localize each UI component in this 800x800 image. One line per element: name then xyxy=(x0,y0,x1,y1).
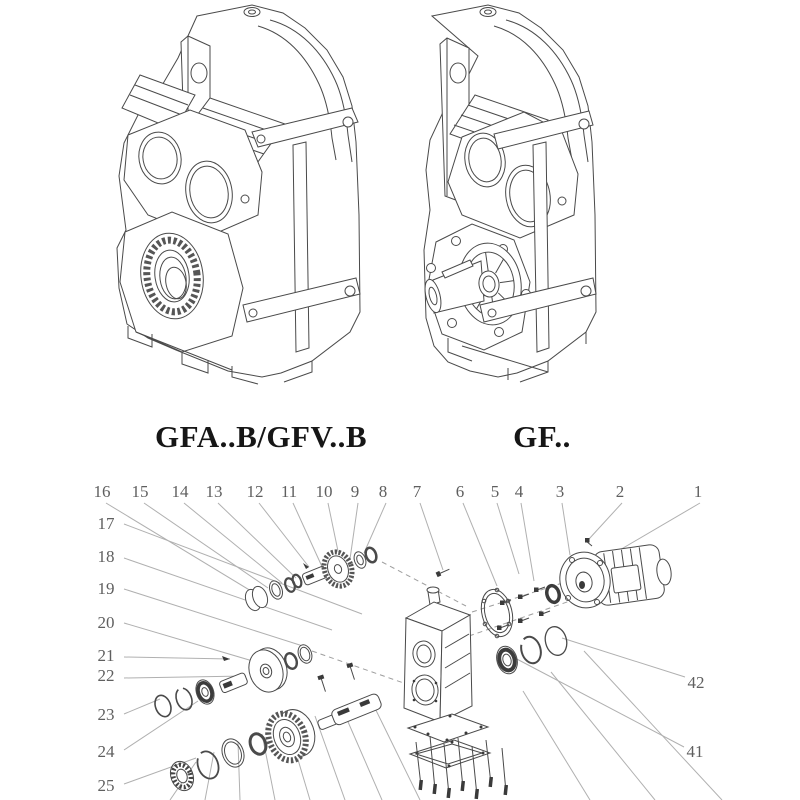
cover-bolt xyxy=(346,663,357,681)
callout-14: 14 xyxy=(171,482,189,501)
callout-9: 9 xyxy=(350,482,360,501)
callout-24: 24 xyxy=(97,742,115,761)
callout-7: 7 xyxy=(412,482,422,501)
callout-17: 17 xyxy=(97,514,115,533)
callout-11: 11 xyxy=(280,482,298,501)
callout-20: 20 xyxy=(97,613,115,632)
model-label-left: GFA..B/GFV..B xyxy=(154,419,368,454)
callout-2: 2 xyxy=(615,482,625,501)
gearbox-drawing-solid-shaft xyxy=(422,5,596,382)
callout-16: 16 xyxy=(93,482,111,501)
callout-15: 15 xyxy=(131,482,149,501)
callout-42: 42 xyxy=(687,673,705,692)
cover-plates xyxy=(408,714,508,799)
intermediate-shaft-assembly xyxy=(152,643,314,719)
callout-22: 22 xyxy=(97,666,115,685)
callouts-left xyxy=(98,514,116,795)
callout-25: 25 xyxy=(97,776,115,795)
callouts-right xyxy=(687,673,705,761)
gearbox-drawing-hollow-shaft xyxy=(117,5,360,384)
callout-8: 8 xyxy=(378,482,388,501)
callout-1: 1 xyxy=(693,482,703,501)
callout-12: 12 xyxy=(246,482,264,501)
motor xyxy=(555,544,673,613)
housing xyxy=(404,587,472,722)
callout-13: 13 xyxy=(205,482,223,501)
callout-5: 5 xyxy=(490,482,500,501)
callout-21: 21 xyxy=(97,646,115,665)
callout-6: 6 xyxy=(455,482,465,501)
callout-18: 18 xyxy=(97,547,115,566)
terminal-box xyxy=(611,565,641,594)
bolt xyxy=(436,567,451,577)
cover-bolt xyxy=(317,675,328,693)
callout-41: 41 xyxy=(686,742,704,761)
callout-23: 23 xyxy=(97,705,115,724)
callout-19: 19 xyxy=(97,579,115,598)
callout-3: 3 xyxy=(555,482,565,501)
callout-4: 4 xyxy=(514,482,524,501)
callout-10: 10 xyxy=(315,482,333,501)
model-label-right: GF.. xyxy=(513,419,571,454)
callouts-top xyxy=(94,482,703,501)
exploded-view xyxy=(94,482,723,800)
